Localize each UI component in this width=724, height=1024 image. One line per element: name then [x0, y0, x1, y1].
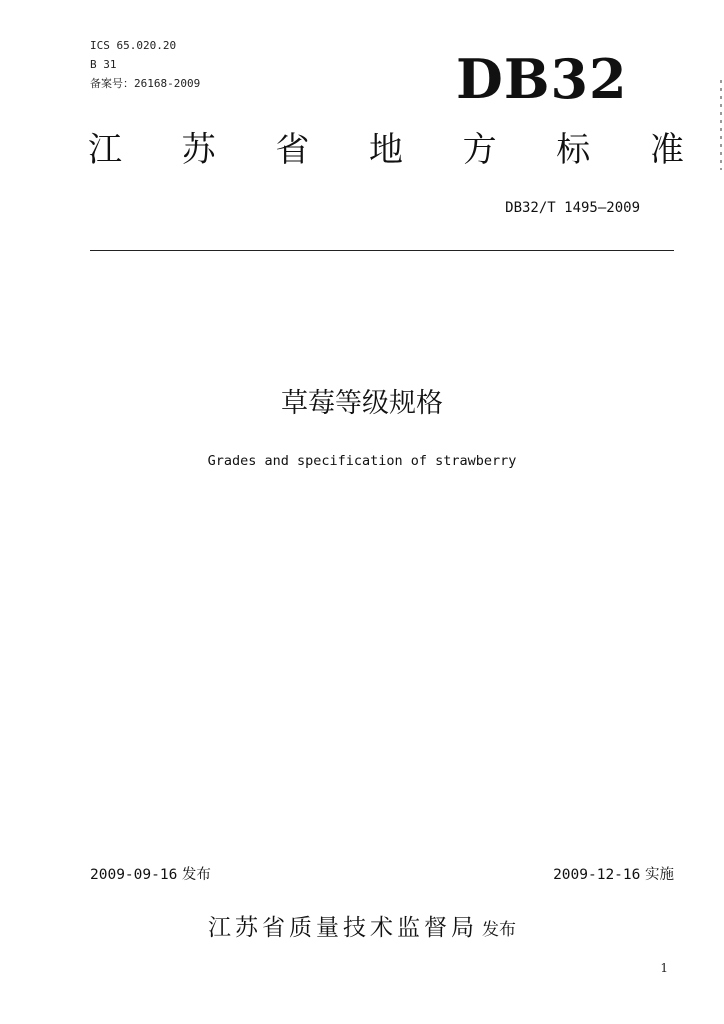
issue-date: 2009-09-16	[90, 867, 178, 883]
page-number: 1	[660, 961, 668, 975]
standard-type-title	[88, 128, 684, 172]
standard-title-char: 准	[649, 130, 684, 170]
scan-edge-mark	[720, 80, 722, 170]
standard-title-char: 省	[275, 130, 310, 170]
issuing-authority	[0, 908, 724, 950]
effective-label: 实施	[645, 867, 674, 883]
issuer-org: 江苏省质量技术监督局	[208, 915, 478, 941]
issue-label: 发布	[181, 867, 211, 883]
issuer-suffix: 发布	[482, 920, 516, 940]
effective-date: 2009-12-16	[553, 867, 641, 883]
ics-code: ICS 65.020.20	[90, 39, 177, 52]
standard-title-char: 江	[88, 130, 122, 170]
header-divider	[90, 250, 674, 251]
effective-date-block	[553, 865, 674, 885]
standard-title-char: 苏	[181, 130, 216, 170]
standard-title-char: 标	[556, 130, 591, 170]
document-title-english: Grades and specification of strawberry	[207, 453, 517, 469]
standard-title-char: 方	[462, 130, 497, 170]
standard-title-char: 地	[368, 130, 403, 170]
standard-number: DB32/T 1495—2009	[505, 200, 640, 216]
class-code: B 31	[90, 58, 117, 71]
filing-number: 备案号：26168-2009	[90, 77, 201, 90]
date-row	[90, 865, 674, 885]
classification-block	[90, 36, 200, 93]
issue-date-block	[90, 865, 211, 885]
db32-logo: DB32	[456, 47, 628, 111]
document-title: 草莓等级规格	[281, 388, 443, 419]
